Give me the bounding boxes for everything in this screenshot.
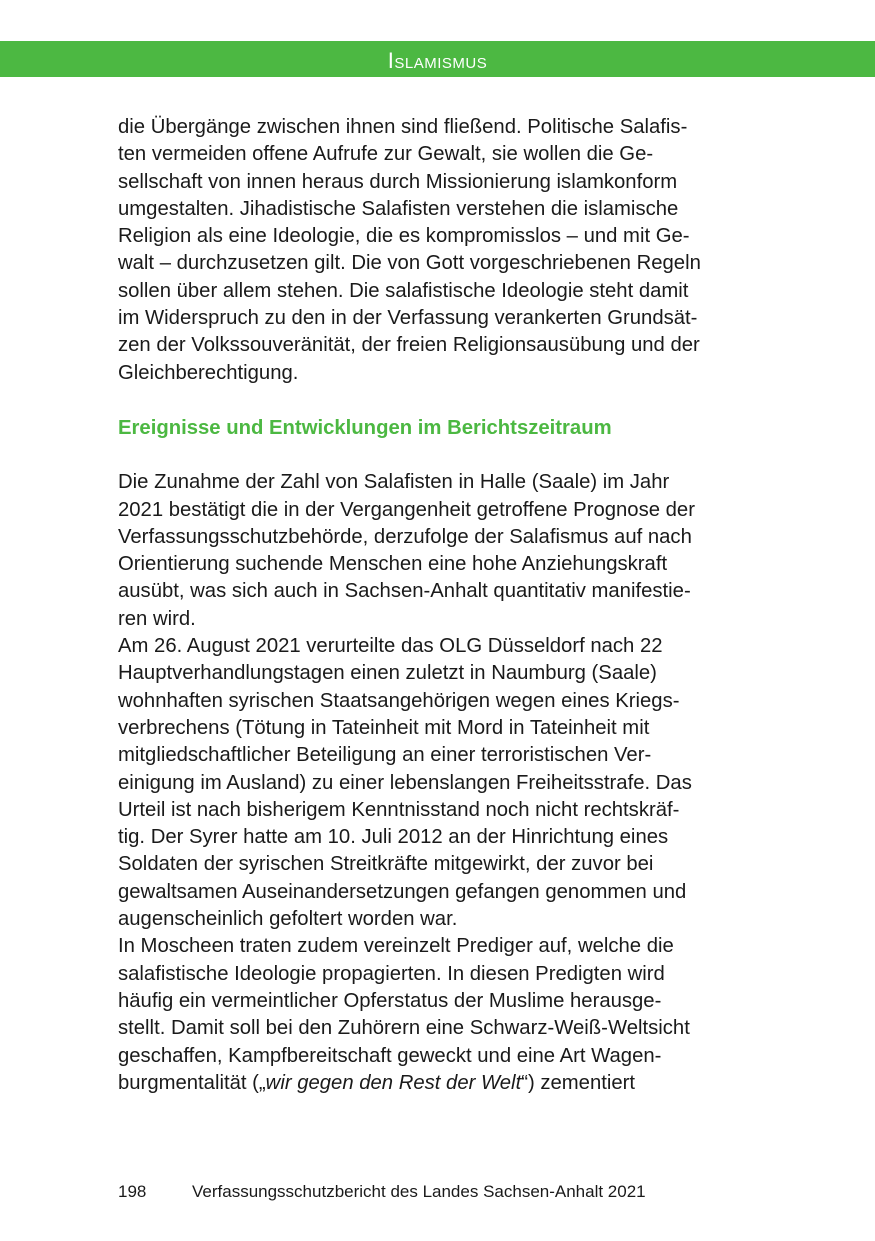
text-line: augenscheinlich gefoltert worden war. xyxy=(118,908,458,931)
text-line: ten vermeiden offene Aufrufe zur Gewalt, sie wollen die Ge- xyxy=(118,143,654,166)
text-line: umgestalten. Jihadistische Salafisten verstehen die islamische xyxy=(118,197,679,220)
page-footer xyxy=(118,1182,646,1202)
paragraph-court-verdict xyxy=(118,633,760,933)
running-header-title: Islamismus xyxy=(387,48,488,73)
text-line: Religion als eine Ideologie, die es kompromisslos – und mit Ge- xyxy=(118,225,690,248)
text-line: ausübt, was sich auch in Sachsen-Anhalt quantitativ manifestie- xyxy=(118,580,691,603)
text-line: 2021 bestätigt die in der Vergangenheit getroffene Prognose der xyxy=(118,498,695,521)
text-segment: “) zementiert xyxy=(521,1071,636,1094)
text-segment: burgmentalität („ xyxy=(118,1071,266,1094)
text-line: salafistische Ideologie propagierten. In diesen Predigten wird xyxy=(118,962,665,985)
text-line-mixed xyxy=(118,1070,760,1097)
text-line: Hauptverhandlungstagen einen zuletzt in Naumburg (Saale) xyxy=(118,662,657,685)
page-content xyxy=(118,114,760,1097)
text-line: ren wird. xyxy=(118,607,196,630)
text-line: zen der Volkssouveränität, der freien Religionsausübung und der xyxy=(118,334,700,357)
text-line: sellschaft von innen heraus durch Missionierung islamkonform xyxy=(118,170,678,193)
header-band xyxy=(0,41,875,77)
paragraph-salafist-growth xyxy=(118,469,760,633)
text-line: walt – durchzusetzen gilt. Die von Gott vorgeschriebenen Regeln xyxy=(118,252,701,275)
text-line: häufig ein vermeintlicher Opferstatus der Muslime herausge- xyxy=(118,989,662,1012)
text-line: verbrechens (Tötung in Tateinheit mit Mord in Tateinheit mit xyxy=(118,716,650,739)
text-line: Verfassungsschutzbehörde, derzufolge der Salafismus auf nach xyxy=(118,525,692,548)
page-number: 198 xyxy=(118,1182,147,1201)
text-line: einigung im Ausland) zu einer lebenslangen Freiheitsstrafe. Das xyxy=(118,771,692,794)
text-line: Orientierung suchende Menschen eine hohe Anziehungskraft xyxy=(118,553,668,576)
paragraph-preachers xyxy=(118,933,760,1097)
text-line: Gleichberechtigung. xyxy=(118,361,299,384)
text-line: Urteil ist nach bisherigem Kenntnisstand noch nicht rechtskräf- xyxy=(118,798,680,821)
text-line: Am 26. August 2021 verurteilte das OLG Düsseldorf nach 22 xyxy=(118,635,663,658)
publication-title: Verfassungsschutzbericht des Landes Sachsen-Anhalt 2021 xyxy=(192,1182,646,1201)
italic-quote: wir gegen den Rest der Welt xyxy=(265,1071,522,1094)
text-line: mitgliedschaftlicher Beteiligung an einer terroristischen Ver- xyxy=(118,744,652,767)
text-line: In Moscheen traten zudem vereinzelt Prediger auf, welche die xyxy=(118,935,674,958)
text-line: gewaltsamen Auseinandersetzungen gefangen genommen und xyxy=(118,880,687,903)
text-line: sollen über allem stehen. Die salafistische Ideologie steht damit xyxy=(118,279,689,302)
text-line: wohnhaften syrischen Staatsangehörigen wegen eines Kriegs- xyxy=(118,689,680,712)
section-heading: Ereignisse und Entwicklungen im Berichtszeitraum xyxy=(118,416,612,439)
text-line: stellt. Damit soll bei den Zuhörern eine Schwarz-Weiß-Weltsicht xyxy=(118,1017,690,1040)
text-line: geschaffen, Kampfbereitschaft geweckt und eine Art Wagen- xyxy=(118,1044,662,1067)
text-line: Die Zunahme der Zahl von Salafisten in Halle (Saale) im Jahr xyxy=(118,471,670,494)
paragraph-intro xyxy=(118,114,760,387)
text-line: die Übergänge zwischen ihnen sind fließend. Politische Salafis- xyxy=(118,116,688,138)
text-line: im Widerspruch zu den in der Verfassung verankerten Grundsät- xyxy=(118,307,698,330)
text-line: tig. Der Syrer hatte am 10. Juli 2012 an der Hinrichtung eines xyxy=(118,826,669,849)
text-line: Soldaten der syrischen Streitkräfte mitgewirkt, der zuvor bei xyxy=(118,853,654,876)
